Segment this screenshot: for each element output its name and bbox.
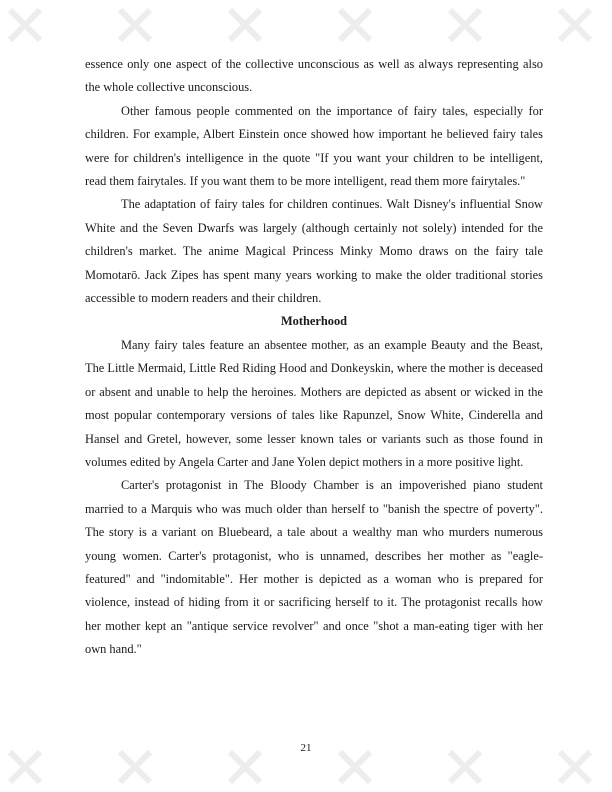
paragraph-bloody-chamber: Carter's protagonist in The Bloody Chamber is an impoverished piano student married to a Marquis who was much older than herself to "banish the spectre of poverty". The story is a variant on Bluebeard, a tale about a wealthy man who murders numerous young women. Carter's protagonist, who is unnamed, describes her mother as "eagle-featured" and "indomitable". Her mother is depicted as a woman who is prepared for violence, instead of hiding from it or sacrificing herself to it. The protagonist recalls how her mother kept an "antique service revolver" and once "shot a man-eating tiger with her own hand." <box>85 478 543 657</box>
section-heading: Motherhood <box>280 314 348 329</box>
paragraph-continuation: essence only one aspect of the collective unconscious as well as always representing also the whole collective unconscious. <box>85 57 543 95</box>
paragraph-absentee-mother: Many fairy tales feature an absentee mother, as an example Beauty and the Beast, The Little Mermaid, Little Red Riding Hood and Donkeyskin, where the mother is deceased or absent and unable to help the heroines. Mothers are depicted as absent or wicked in the most popular contemporary versions of tales like Rapunzel, Snow White, Cinderella and Hansel and Gretel, however, some lesser known tales or variants such as those found in volumes edited by Angela Carter and Jane Yolen depict mothers in a more positive light. <box>85 337 543 469</box>
paragraph-einstein: Other famous people commented on the importance of fairy tales, especially for children. For example, Albert Einstein once showed how important he believed fairy tales were for children's intelligence in the quote "If you want your children to be intelligent, read them fairytales. If you want them to be more intelligent, read them more fairytales." <box>85 103 543 189</box>
paragraph-adaptation: The adaptation of fairy tales for children continues. Walt Disney's influential Snow White and the Seven Dwarfs was largely (although certainly not solely) intended for the children's market. The anime Magical Princess Minky Momo draws on the fairy tale Momotarō. Jack Zipes has spent many years working to make the older traditional stories accessible to modern readers and their children. <box>85 197 543 306</box>
page-number: 21 <box>300 742 312 754</box>
body-text <box>85 53 543 662</box>
